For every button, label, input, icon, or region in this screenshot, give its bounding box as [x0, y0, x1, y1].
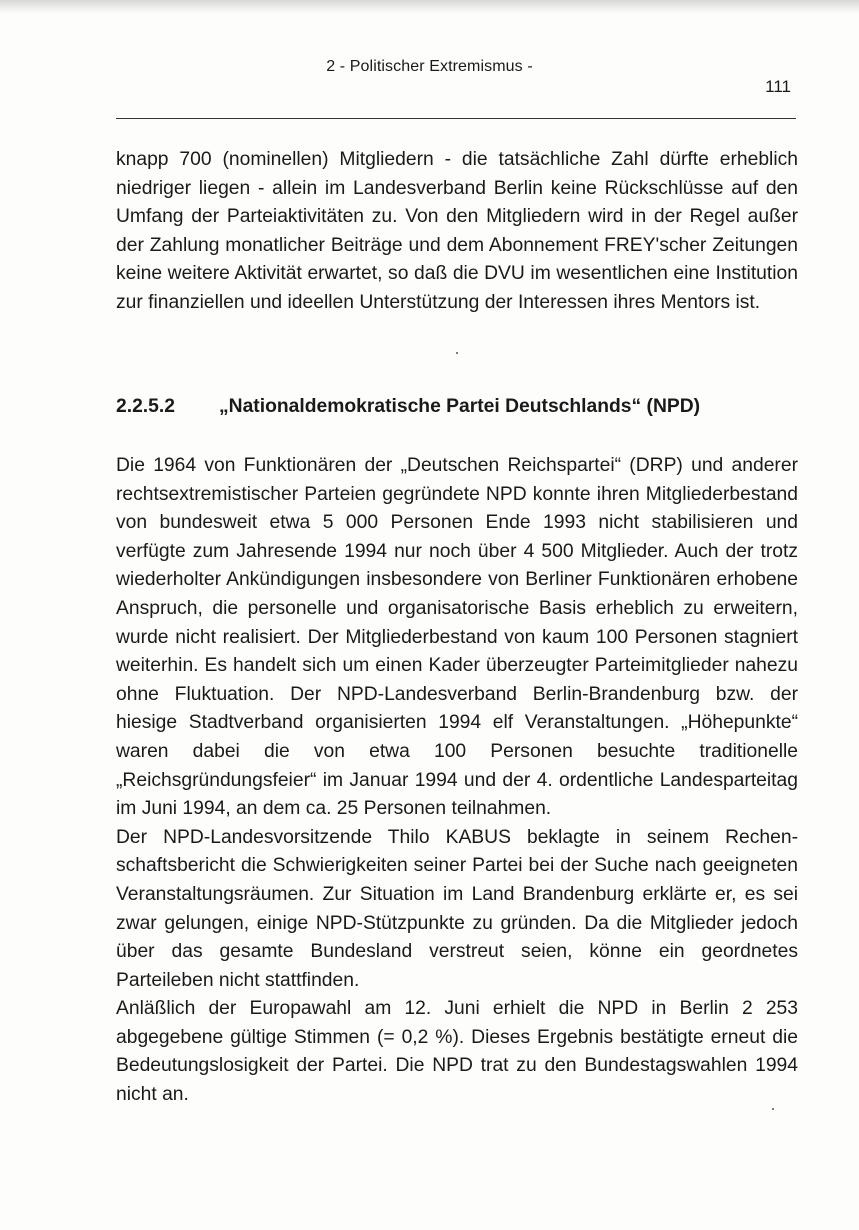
intro-paragraph: knapp 700 (nominellen) Mitgliedern - die tatsächliche Zahl dürfte erheblich niedriger liegen - allein im Landesverband Berlin keine Rückschlüsse auf den Umfang der Parteiaktivitäten zu. Von den Mitgliedern wird in der Regel außer der Zahlung monatlicher Beiträge und dem Abonnement FREY'scher Zeitungen keine weitere Aktivität erwartet, so daß die DVU im wesentlichen eine Institution zur finanziellen und ideellen Unterstützung der Interessen ihres Mentors ist.	[116, 149, 798, 313]
section-title: „Nationaldemokratische Partei Deutschlands“ (NPD)	[219, 396, 701, 417]
section-heading	[116, 396, 798, 418]
body-paragraph: Der NPD-Landesvorsitzende Thilo KABUS beklagte in seinem Rechenschaftsbericht die Schwierigkeiten seiner Partei bei der Suche nach geeigneten Veranstaltungsräumen. Zur Situation im Land Brandenburg erklärte er, es sei zwar gelungen, einige NPD-Stützpunkte zu gründen. Da die Mitglieder jedoch über das gesamte Bundesland verstreut seien, könne ein geordnetes Parteileben nicht stattfinden.	[116, 826, 798, 991]
scan-speck	[456, 352, 458, 354]
running-header: 2 - Politischer Extremismus -	[326, 58, 533, 75]
section-number: 2.2.5.2	[116, 396, 175, 417]
page-number: 111	[765, 77, 791, 96]
section-body	[116, 452, 798, 1110]
scan-speck	[772, 1108, 774, 1110]
body-paragraph: Die 1964 von Funktionären der „Deutschen Reichspartei“ (DRP) und anderer rechtsextremistischer Parteien gegründete NPD konnte ihren Mitgliederbestand von bundesweit etwa 5 000 Personen Ende 1993 nicht stabilisieren und verfügte zum Jahresende 1994 nur noch über 4 500 Mitglieder. Auch der trotz wiederholter Ankündigungen insbesondere von Berliner Funktionären erhobene Anspruch, die personelle und organisatorische Basis erheblich zu erweitern, wurde nicht realisiert. Der Mitgliederbestand von kaum 100 Personen stagniert weiterhin. Es handelt sich um einen Kader überzeugter Parteimitglieder nahezu ohne Fluktuation. Der NPD-Landesverband Berlin-Brandenburg bzw. der hiesige Stadtverband organisierten 1994 elf Veranstaltungen. „Höhepunkte“ waren dabei die von etwa 100 Personen besuchte traditionelle „Reichsgründungsfeier“ im Januar 1994 und der 4. ordentliche Landesparteitag im Juni 1994, an dem ca. 25 Personen teilnahmen.	[116, 455, 798, 820]
header-rule	[116, 118, 796, 119]
body-paragraph: Anläßlich der Europawahl am 12. Juni erhielt die NPD in Berlin 2 253 abgegebene gültige Stimmen (= 0,2 %). Dieses Ergebnis bestätigte erneut die Bedeutungslosigkeit der Partei. Die NPD trat zu den Bundestagswahlen 1994 nicht an.	[116, 998, 798, 1106]
intro-paragraph-block	[116, 146, 798, 318]
